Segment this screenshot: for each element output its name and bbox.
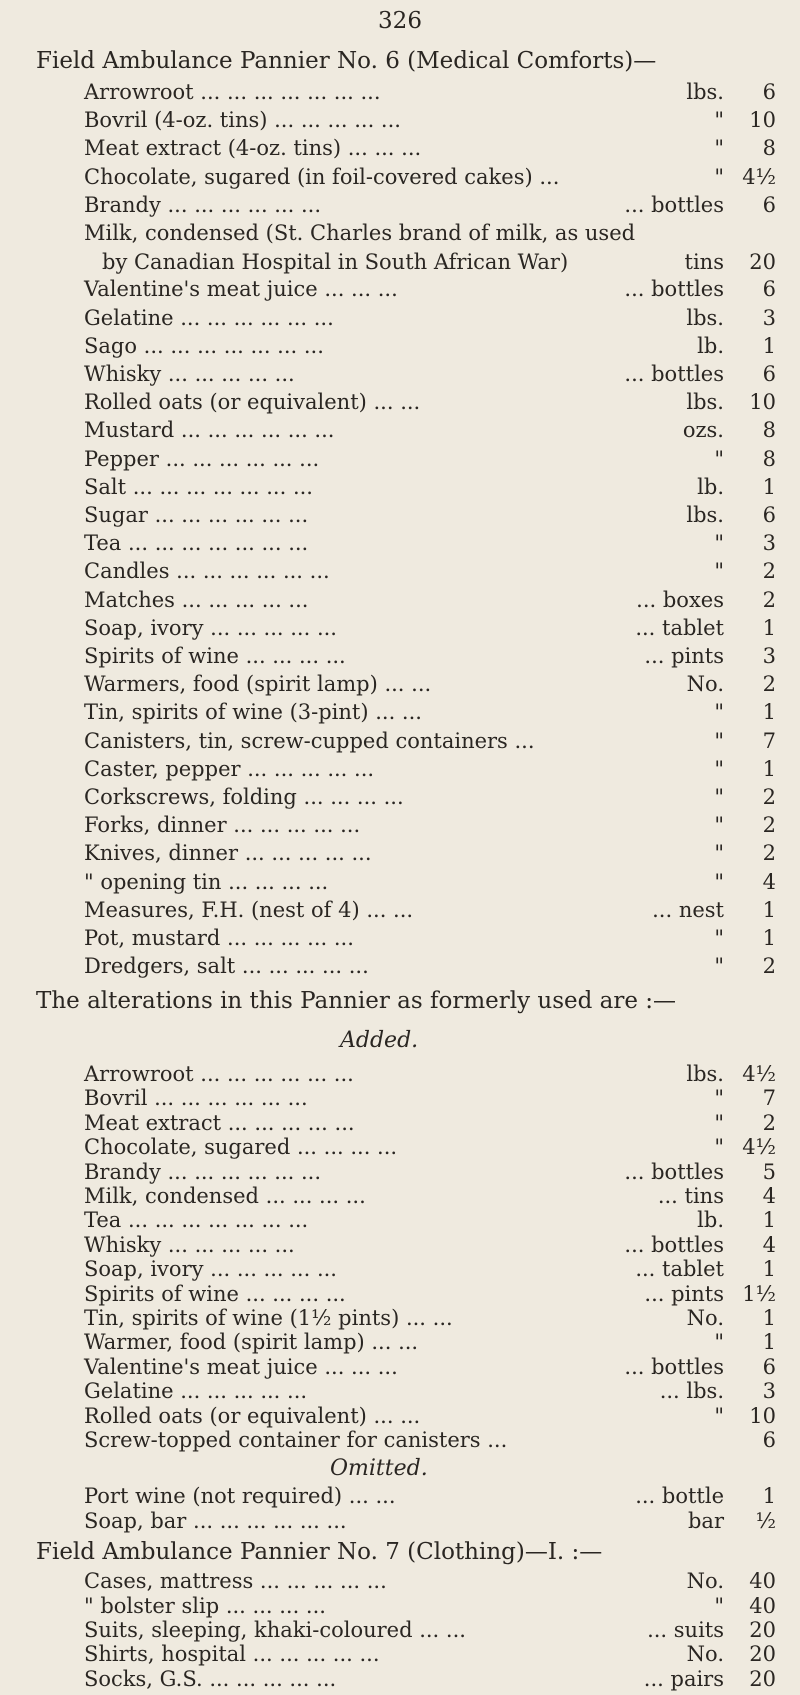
item-unit: lb. (697, 333, 724, 358)
item-unit: ... bottles (624, 277, 724, 302)
item-name: Port wine (not required) ... ... (84, 1484, 396, 1509)
item-quantity: 4½ (742, 1062, 776, 1086)
item-quantity: 4 (762, 869, 776, 894)
item-name: Rolled oats (or equivalent) ... ... (84, 390, 421, 415)
item-unit: ... tins (657, 1184, 724, 1208)
item-name: " bolster slip ... ... ... ... (84, 1593, 326, 1618)
pannier-6-row (84, 503, 776, 531)
item-quantity: 3 (762, 644, 776, 668)
item-quantity: 2 (762, 785, 776, 809)
item-name: Screw-topped container for canisters ... (84, 1428, 508, 1452)
item-unit: " (714, 108, 724, 133)
item-name: Tin, spirits of wine (1½ pints) ... ... (84, 1306, 453, 1330)
item-name: " opening tin ... ... ... ... (84, 869, 329, 894)
item-unit: ... bottle (635, 1484, 724, 1509)
item-unit: ... suits (647, 1618, 724, 1642)
item-name: Gelatine ... ... ... ... ... (84, 1379, 308, 1404)
pannier-6-row (84, 362, 776, 390)
item-unit: " (714, 164, 724, 189)
item-quantity: 4 (762, 1232, 776, 1257)
item-unit: No. (686, 672, 724, 697)
item-quantity: 20 (749, 1642, 776, 1667)
pannier-6-row (84, 531, 776, 559)
item-unit: No. (686, 1642, 724, 1667)
item-name: Knives, dinner ... ... ... ... ... (84, 841, 372, 866)
item-name: Shirts, hospital ... ... ... ... ... (84, 1642, 380, 1667)
pannier-6-row (84, 334, 776, 362)
item-name: Mustard ... ... ... ... ... ... (84, 418, 335, 443)
item-unit: " (714, 954, 724, 979)
item-unit: No. (686, 1306, 724, 1330)
item-quantity: 4½ (742, 164, 776, 189)
item-name-continued: by Canadian Hospital in South African War) (102, 250, 569, 274)
item-unit: ... bottles (624, 1232, 724, 1257)
pannier-6-row (84, 306, 776, 334)
item-name: Valentine's meat juice ... ... ... (84, 1354, 398, 1379)
item-name: Milk, condensed (St. Charles brand of milk, as used (84, 221, 636, 245)
item-name: Whisky ... ... ... ... ... (84, 362, 295, 386)
item-unit: " (714, 1086, 724, 1111)
item-unit: " (714, 446, 724, 471)
item-unit: ... bottles (624, 1354, 724, 1379)
item-name: Rolled oats (or equivalent) ... ... (84, 1403, 421, 1428)
item-name: Tea ... ... ... ... ... ... ... (84, 531, 309, 556)
item-name: Soap, bar ... ... ... ... ... ... (84, 1508, 347, 1533)
item-quantity: 1½ (742, 1281, 776, 1306)
item-unit: " (714, 728, 724, 753)
item-name: Forks, dinner ... ... ... ... ... (84, 813, 361, 838)
item-name: Bovril ... ... ... ... ... ... (84, 1086, 308, 1111)
pannier-7-row (84, 1667, 776, 1695)
item-name: Gelatine ... ... ... ... ... ... (84, 305, 334, 330)
item-unit: ... bottles (624, 192, 724, 217)
item-quantity: 40 (749, 1593, 776, 1618)
item-quantity: 20 (749, 1666, 776, 1691)
item-name: Meat extract ... ... ... ... ... (84, 1110, 355, 1135)
item-quantity: 1 (762, 926, 776, 950)
item-name: Meat extract (4-oz. tins) ... ... ... (84, 136, 422, 161)
item-quantity: 6 (762, 192, 776, 217)
item-name: Corkscrews, folding ... ... ... ... (84, 785, 404, 809)
item-quantity: 2 (762, 672, 776, 697)
item-name: Caster, pepper ... ... ... ... ... (84, 756, 375, 781)
pannier-6-row (84, 108, 776, 136)
item-name: Spirits of wine ... ... ... ... (84, 644, 346, 668)
item-quantity: 1 (762, 897, 776, 922)
item-name: Measures, F.H. (nest of 4) ... ... (84, 897, 414, 922)
item-name: Pepper ... ... ... ... ... ... (84, 446, 320, 471)
item-name: Valentine's meat juice ... ... ... (84, 277, 398, 302)
omitted-row (84, 1509, 776, 1537)
item-name: Spirits of wine ... ... ... ... (84, 1281, 346, 1306)
item-quantity: 4 (762, 1184, 776, 1208)
item-quantity: 2 (762, 841, 776, 866)
added-subheading: Added. (340, 1028, 419, 1053)
item-quantity: 10 (749, 108, 776, 133)
pannier-6-row (84, 221, 776, 279)
pannier-6-row (84, 870, 776, 898)
pannier-6-row (84, 447, 776, 475)
pannier-7-heading: Field Ambulance Pannier No. 7 (Clothing)—I. :— (36, 1539, 603, 1566)
item-unit: " (714, 700, 724, 725)
pannier-6-heading: Field Ambulance Pannier No. 6 (Medical Comforts)— (36, 48, 657, 74)
item-unit: ... pairs (643, 1666, 724, 1691)
item-quantity: 4½ (742, 1135, 776, 1160)
item-quantity: 6 (762, 362, 776, 386)
item-name: Tea ... ... ... ... ... ... ... (84, 1208, 309, 1233)
item-unit: tins (684, 250, 724, 274)
pannier-6-row (84, 729, 776, 757)
item-unit: ... boxes (636, 587, 724, 612)
item-unit: ... bottles (624, 362, 724, 386)
item-quantity: 1 (762, 1484, 776, 1509)
item-name: Brandy ... ... ... ... ... ... (84, 1159, 322, 1184)
item-unit: " (714, 813, 724, 838)
item-name: Canisters, tin, screw-cupped containers ... (84, 728, 535, 753)
omitted-subheading: Omitted. (330, 1456, 428, 1482)
page-number: 326 (378, 8, 422, 34)
item-quantity: 2 (762, 559, 776, 584)
item-quantity: 10 (749, 1403, 776, 1428)
item-quantity: 20 (749, 1618, 776, 1642)
item-quantity: 1 (762, 1208, 776, 1233)
item-unit: " (714, 531, 724, 556)
item-unit: ... lbs. (659, 1379, 724, 1404)
pannier-6-row (84, 926, 776, 954)
item-unit: lbs. (686, 503, 724, 527)
item-name: Pot, mustard ... ... ... ... ... (84, 926, 354, 950)
item-unit: " (714, 869, 724, 894)
pannier-6-row (84, 588, 776, 616)
item-quantity: 6 (762, 80, 776, 104)
item-quantity: 8 (762, 418, 776, 443)
item-quantity: 1 (762, 756, 776, 781)
item-quantity: 6 (762, 1354, 776, 1379)
item-name: Warmer, food (spirit lamp) ... ... (84, 1330, 419, 1355)
pannier-6-row (84, 672, 776, 700)
pannier-6-row (84, 841, 776, 869)
item-quantity: 8 (762, 446, 776, 471)
pannier-6-row (84, 418, 776, 446)
item-unit: ... nest (652, 897, 724, 922)
item-quantity: ½ (755, 1508, 776, 1533)
item-quantity: 5 (762, 1159, 776, 1184)
item-name: Suits, sleeping, khaki-coloured ... ... (84, 1618, 466, 1642)
pannier-6-row (84, 644, 776, 672)
pannier-6-row (84, 193, 776, 221)
item-quantity: 1 (762, 1330, 776, 1355)
item-quantity: 8 (762, 136, 776, 161)
item-name: Sugar ... ... ... ... ... ... (84, 503, 309, 527)
item-unit: ... pints (644, 644, 724, 668)
pannier-6-row (84, 757, 776, 785)
item-quantity: 1 (762, 615, 776, 640)
pannier-6-row (84, 475, 776, 503)
item-quantity: 1 (762, 700, 776, 725)
item-name: Warmers, food (spirit lamp) ... ... (84, 672, 432, 697)
item-quantity: 1 (762, 333, 776, 358)
item-quantity: 2 (762, 1110, 776, 1135)
pannier-6-row (84, 80, 776, 108)
added-row (84, 1428, 776, 1456)
item-name: Sago ... ... ... ... ... ... ... (84, 333, 324, 358)
item-quantity: 1 (762, 474, 776, 499)
item-quantity: 3 (762, 1379, 776, 1404)
item-quantity: 6 (762, 277, 776, 302)
item-name: Soap, ivory ... ... ... ... ... (84, 615, 337, 640)
pannier-6-row (84, 954, 776, 982)
pannier-6-row (84, 785, 776, 813)
item-unit: " (714, 559, 724, 584)
pannier-6-row (84, 390, 776, 418)
item-unit: ozs. (682, 418, 724, 443)
pannier-6-row (84, 813, 776, 841)
pannier-6-row (84, 898, 776, 926)
item-quantity: 2 (762, 954, 776, 979)
pannier-6-row (84, 165, 776, 193)
item-unit: " (714, 841, 724, 866)
item-quantity: 6 (762, 503, 776, 527)
item-unit: " (714, 1330, 724, 1355)
item-quantity: 7 (762, 728, 776, 753)
item-unit: ... tablet (635, 615, 724, 640)
item-unit: " (714, 785, 724, 809)
pannier-6-row (84, 700, 776, 728)
item-quantity: 10 (749, 390, 776, 415)
item-unit: " (714, 136, 724, 161)
item-unit: lb. (697, 1208, 724, 1233)
pannier-6-row (84, 559, 776, 587)
item-unit: ... bottles (624, 1159, 724, 1184)
item-name: Soap, ivory ... ... ... ... ... (84, 1257, 337, 1282)
item-quantity: 1 (762, 1306, 776, 1330)
item-name: Cases, mattress ... ... ... ... ... (84, 1569, 387, 1594)
item-name: Chocolate, sugared (in foil-covered cakes) ... (84, 164, 560, 189)
item-unit: ... tablet (635, 1257, 724, 1282)
item-unit: " (714, 1403, 724, 1428)
pannier-6-row (84, 136, 776, 164)
item-quantity: 3 (762, 531, 776, 556)
item-name: Arrowroot ... ... ... ... ... ... (84, 1062, 354, 1086)
item-unit: bar (687, 1508, 724, 1533)
item-unit: " (714, 756, 724, 781)
item-unit: " (714, 1135, 724, 1160)
item-quantity: 2 (762, 813, 776, 838)
item-quantity: 6 (762, 1428, 776, 1452)
item-unit: lb. (697, 474, 724, 499)
item-unit: lbs. (686, 1062, 724, 1086)
item-name: Brandy ... ... ... ... ... ... (84, 192, 322, 217)
item-name: Candles ... ... ... ... ... ... (84, 559, 330, 584)
item-name: Whisky ... ... ... ... ... (84, 1232, 295, 1257)
item-name: Salt ... ... ... ... ... ... ... (84, 474, 313, 499)
item-unit: " (714, 1110, 724, 1135)
item-quantity: 20 (749, 250, 776, 274)
item-unit: lbs. (686, 305, 724, 330)
pannier-6-row (84, 277, 776, 305)
alterations-heading: The alterations in this Pannier as formerly used are :— (36, 988, 677, 1014)
item-quantity: 2 (762, 587, 776, 612)
item-name: Arrowroot ... ... ... ... ... ... ... (84, 80, 381, 104)
pannier-6-row (84, 616, 776, 644)
item-name: Tin, spirits of wine (3-pint) ... ... (84, 700, 422, 725)
item-unit: lbs. (686, 390, 724, 415)
item-name: Dredgers, salt ... ... ... ... ... (84, 954, 369, 979)
item-quantity: 3 (762, 305, 776, 330)
item-name: Milk, condensed ... ... ... ... (84, 1184, 366, 1208)
item-name: Matches ... ... ... ... ... (84, 587, 309, 612)
item-unit: lbs. (686, 80, 724, 104)
item-quantity: 1 (762, 1257, 776, 1282)
item-quantity: 40 (749, 1569, 776, 1594)
item-name: Bovril (4-oz. tins) ... ... ... ... ... (84, 108, 401, 133)
item-unit: " (714, 926, 724, 950)
item-unit: " (714, 1593, 724, 1618)
item-name: Socks, G.S. ... ... ... ... ... (84, 1666, 337, 1691)
item-unit: No. (686, 1569, 724, 1594)
item-name: Chocolate, sugared ... ... ... ... (84, 1135, 398, 1160)
item-quantity: 7 (762, 1086, 776, 1111)
item-unit: ... pints (644, 1281, 724, 1306)
